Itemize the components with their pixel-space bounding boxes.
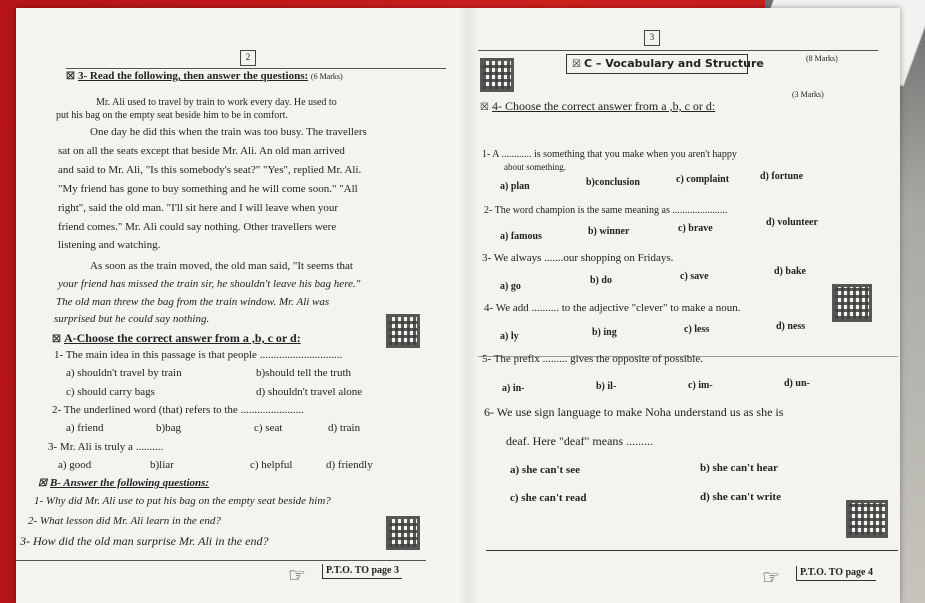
- partA-q1-opt-b: b)should tell the truth: [256, 367, 352, 379]
- passage-line-7: right", said the old man. "I'll sit here and I will leave when your: [58, 202, 339, 214]
- rq6-cont: deaf. Here "deaf" means .........: [506, 434, 654, 448]
- page-number-left: 2: [240, 50, 256, 66]
- partA-q2-opt-b: b)bag: [156, 422, 182, 434]
- q4-heading: [480, 100, 715, 114]
- rq2-opt-c: c) brave: [678, 223, 713, 234]
- sectionC-title: C – Vocabulary and Structure: [583, 57, 764, 70]
- rq6-opt-d: d) she can't write: [700, 491, 781, 503]
- rq4-opt-b: b) ing: [592, 327, 617, 338]
- qr-code: [480, 58, 514, 92]
- checkbox-icon: ☒: [38, 478, 47, 489]
- passage-line-13: surprised but he could say nothing.: [54, 313, 210, 325]
- checkbox-icon: ☒: [66, 71, 75, 82]
- sectionC-marks: (8 Marks): [806, 54, 838, 63]
- q4-title: 4- Choose the correct answer from a ,b, c or d:: [491, 99, 716, 113]
- rq5-opt-c: c) im-: [688, 380, 713, 391]
- passage-line-11: your friend has missed the train sir, he shouldn't leave his bag here.": [58, 278, 361, 290]
- rq1-opt-d: d) fortune: [760, 171, 804, 182]
- checkbox-icon: ☒: [52, 334, 61, 345]
- partA-q2-opt-a: a) friend: [66, 422, 104, 434]
- center-fold: [459, 8, 479, 603]
- rq2-opt-d: d) volunteer: [766, 217, 818, 228]
- rq4-opt-c: c) less: [684, 324, 710, 335]
- rq3-opt-d: d) bake: [774, 266, 806, 277]
- partA-q3-opt-d: d) friendly: [326, 459, 373, 471]
- top-rule-right: [478, 50, 878, 51]
- rq2-opt-a: a) famous: [500, 231, 542, 242]
- partB-q3: 3- How did the old man surprise Mr. Ali in the end?: [20, 534, 269, 548]
- section3-marks: (6 Marks): [310, 72, 343, 81]
- rq4: 4- We add .......... to the adjective "clever" to make a noun.: [484, 302, 741, 314]
- rq6-opt-b: b) she can't hear: [700, 462, 778, 474]
- top-rule-left: [66, 68, 446, 69]
- sectionC-heading: [572, 57, 764, 71]
- rq1-opt-a: a) plan: [500, 181, 530, 192]
- page-number-right: 3: [644, 30, 660, 46]
- rq2: 2- The word champion is the same meaning as ......................: [484, 205, 728, 216]
- rq6: 6- We use sign language to make Noha understand us as she is: [484, 405, 784, 419]
- q4-marks: (3 Marks): [792, 90, 824, 99]
- rq3-opt-a: a) go: [500, 281, 521, 292]
- partB-heading: [38, 477, 209, 490]
- bottom-rule-left: [16, 560, 426, 561]
- checkbox-icon: ☒: [480, 102, 489, 113]
- qr-code: [846, 500, 888, 538]
- partA-q3: 3- Mr. Ali is truly a ..........: [48, 441, 164, 453]
- rq5-opt-d: d) un-: [784, 378, 810, 389]
- passage-line-2: put his bag on the empty seat beside him to be in comfort.: [56, 110, 288, 121]
- pto-right: P.T.O. TO page 4: [796, 566, 876, 581]
- partB-q1: 1- Why did Mr. Ali use to put his bag on the empty seat beside him?: [34, 495, 331, 507]
- partA-q1-opt-a: a) shouldn't travel by train: [66, 367, 182, 379]
- section3-title: 3- Read the following, then answer the questions:: [77, 70, 309, 82]
- partB-q2: 2- What lesson did Mr. Ali learn in the end?: [28, 515, 221, 527]
- passage-line-3: One day he did this when the train was too busy. The travellers: [90, 126, 367, 138]
- bottom-rule-right: [486, 550, 898, 551]
- rq3: 3- We always .......our shopping on Fridays.: [482, 252, 674, 264]
- passage-line-12: The old man threw the bag from the train window. Mr. Ali was: [56, 296, 330, 308]
- partA-q1-opt-c: c) should carry bags: [66, 386, 155, 398]
- rq3-opt-c: c) save: [680, 271, 709, 282]
- checkbox-icon: ☒: [572, 59, 581, 70]
- passage-line-5: and said to Mr. Ali, "Is this somebody's seat?" "Yes", replied Mr. Ali.: [58, 164, 362, 176]
- rq4-opt-a: a) ly: [500, 331, 519, 342]
- rq1-cont: about something.: [504, 162, 566, 172]
- partA-q1: 1- The main idea in this passage is that people ..............................: [54, 349, 343, 361]
- rq1: 1- A ............ is something that you make when you aren't happy: [482, 149, 737, 160]
- partA-q3-opt-c: c) helpful: [250, 459, 293, 471]
- partA-q2-opt-d: d) train: [328, 422, 361, 434]
- partA-title: A-Choose the correct answer from a ,b, c or d:: [63, 331, 301, 345]
- passage-line-10: As soon as the train moved, the old man said, "It seems that: [90, 260, 353, 272]
- pointing-hand-icon: ☞: [288, 565, 306, 587]
- rq1-opt-c: c) complaint: [676, 174, 730, 185]
- partA-q2: 2- The underlined word (that) refers to the .......................: [52, 404, 304, 416]
- exam-sheet: [16, 8, 900, 603]
- rq5: 5- The prefix ......... gives the opposite of possible.: [482, 353, 703, 365]
- rq5-opt-b: b) il-: [596, 381, 617, 392]
- passage-line-9: listening and watching.: [58, 239, 161, 251]
- partA-q3-opt-a: a) good: [58, 459, 92, 471]
- passage-line-1: Mr. Ali used to travel by train to work every day. He used to: [96, 97, 337, 108]
- partA-q2-opt-c: c) seat: [254, 422, 283, 434]
- rq4-opt-d: d) ness: [776, 321, 806, 332]
- qr-code: [386, 516, 420, 550]
- pointing-hand-icon: ☞: [762, 567, 780, 589]
- rq5-opt-a: a) in-: [502, 383, 525, 394]
- rq6-opt-a: a) she can't see: [510, 464, 580, 476]
- rq3-opt-b: b) do: [590, 275, 612, 286]
- qr-code: [832, 284, 872, 322]
- rq6-opt-c: c) she can't read: [510, 492, 587, 504]
- pto-left: P.T.O. TO page 3: [322, 564, 402, 579]
- partA-q1-opt-d: d) shouldn't travel alone: [256, 386, 363, 398]
- section3-heading: [66, 70, 343, 83]
- rq1-opt-b: b)conclusion: [586, 177, 640, 188]
- passage-line-4: sat on all the seats except that beside Mr. Ali. An old man arrived: [58, 145, 345, 157]
- partB-title: B- Answer the following questions:: [49, 477, 210, 489]
- partA-q3-opt-b: b)liar: [150, 459, 174, 471]
- qr-code: [386, 314, 420, 348]
- rq2-opt-b: b) winner: [588, 226, 630, 237]
- passage-line-8: friend comes." Mr. Ali could say nothing. Other travellers were: [58, 221, 337, 233]
- passage-line-6: "My friend has gone to buy something and he will come soon." "All: [58, 183, 358, 195]
- partA-heading: [52, 332, 301, 346]
